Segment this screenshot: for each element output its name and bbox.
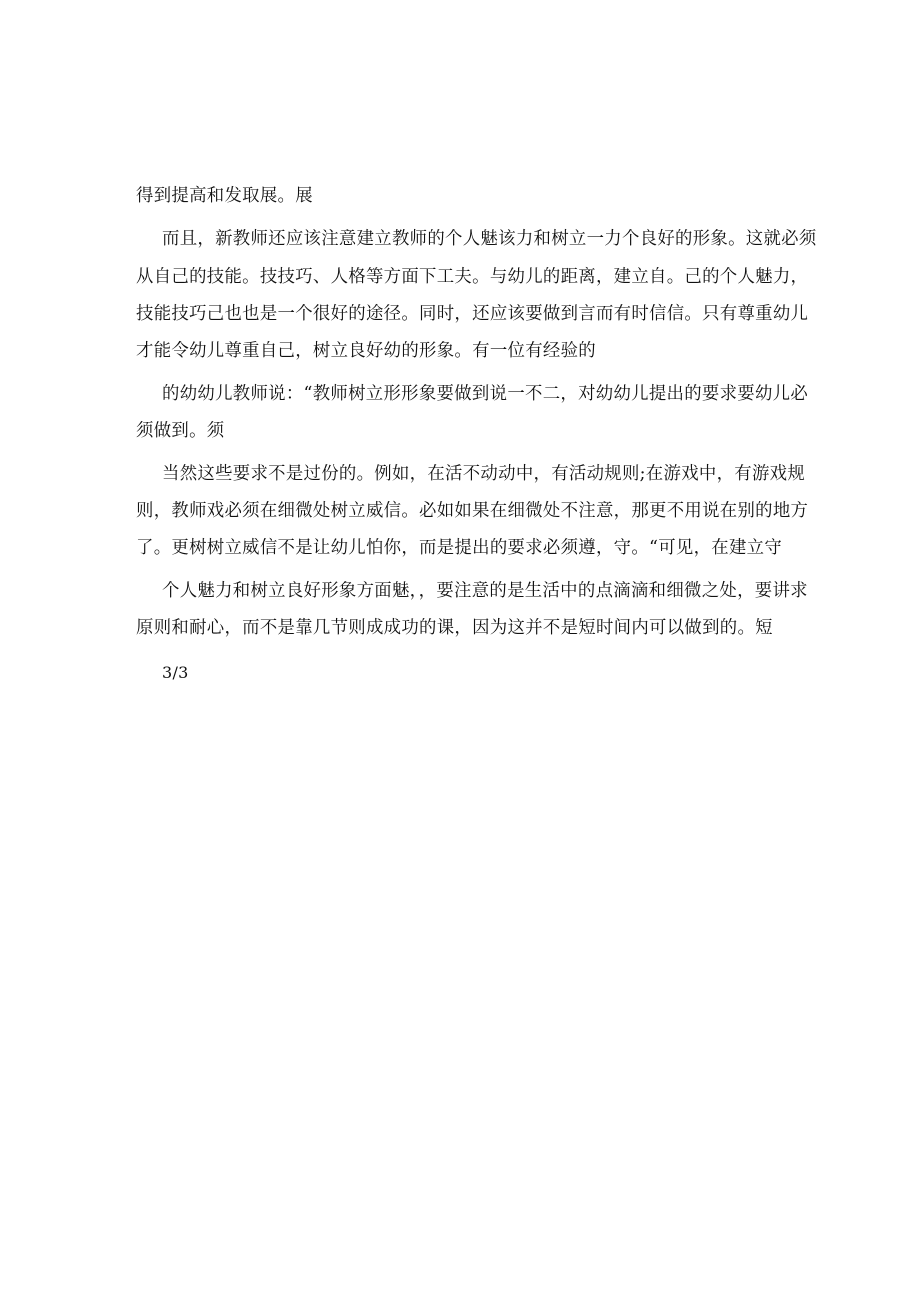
text-line-12: 原则和耐心，而不是靠几节则成成功的课，因为这并不是短时间内可以做到的。短 (136, 618, 773, 638)
text-line-5: 才能令幼儿尊重自己，树立良好幼的形象。有一位有经验的 (136, 341, 596, 361)
text-line-3: 从自己的技能。技技巧、人格等方面下工夫。与幼儿的距离，建立自。己的个人魅力， (136, 267, 809, 287)
text-line-9: 则，教师戏必须在细微处树立威信。必如如果在细微处不注意，那更不用说在别的地方 (136, 501, 809, 521)
page-number: 3/3 (162, 663, 189, 682)
text-line-10: 了。更树树立威信不是让幼儿怕你，而是提出的要求必须遵，守。“可见，在建立守 (136, 538, 783, 558)
text-line-6: 的幼幼儿教师说：“教师树立形形象要做到说一不二，对幼幼儿提出的要求要幼儿必 (162, 384, 809, 404)
text-line-11: 个人魅力和树立良好形象方面魅，，要注意的是生活中的点滴滴和细微之处，要讲求 (162, 581, 808, 601)
text-line-2: 而且，新教师还应该注意建立教师的个人魅该力和树立一力个良好的形象。这就必须 (162, 229, 817, 249)
text-line-8: 当然这些要求不是过份的。例如，在活不动动中，有活动规则;在游戏中，有游戏规 (162, 464, 806, 484)
text-line-4: 技能技巧己也也是一个很好的途径。同时，还应该要做到言而有时信信。只有尊重幼儿 (136, 304, 809, 324)
text-line-1: 得到提高和发取展。展 (136, 186, 313, 206)
text-line-7: 须做到。须 (136, 421, 225, 441)
